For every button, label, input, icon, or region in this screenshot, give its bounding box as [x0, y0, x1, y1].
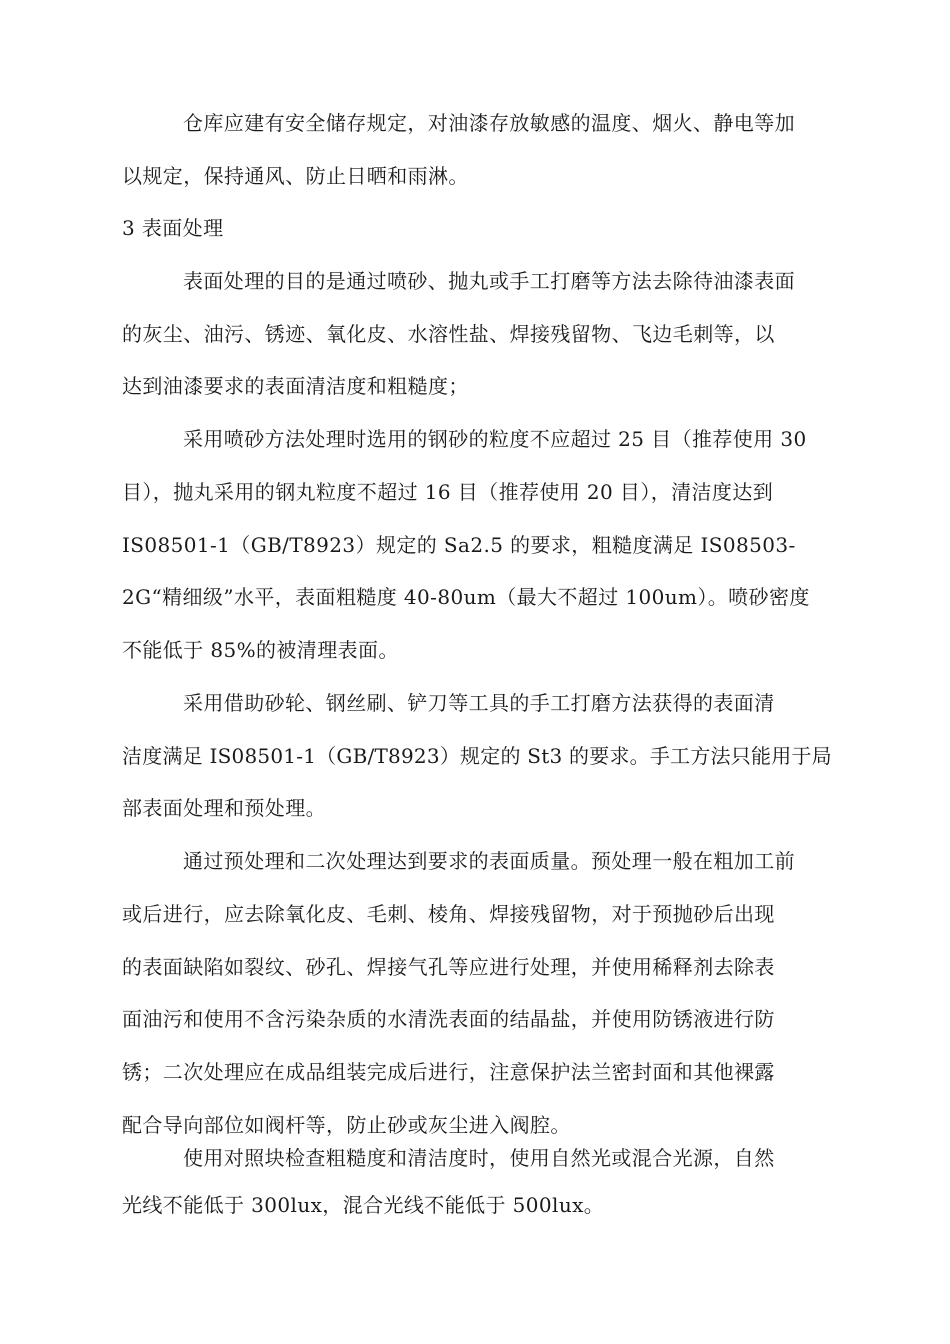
text-line: 的表面缺陷如裂纹、砂孔、焊接气孔等应进行处理，并使用稀释剂去除表	[122, 955, 775, 979]
text-line: 通过预处理和二次处理达到要求的表面质量。预处理一般在粗加工前	[183, 849, 795, 873]
text-line: IS08501-1（GB/T8923）规定的 Sa2.5 的要求，粗糙度满足 IS08503-	[122, 533, 796, 557]
text-line: 采用喷砂方法处理时选用的钢砂的粒度不应超过 25 目（推荐使用 30	[183, 427, 807, 451]
text-line: 洁度满足 IS08501-1（GB/T8923）规定的 St3 的要求。手工方法只能用于局	[122, 744, 832, 768]
text-line: 使用对照块检查粗糙度和清洁度时，使用自然光或混合光源，自然	[183, 1146, 775, 1170]
text-line: 以规定，保持通风、防止日晒和雨淋。	[122, 164, 469, 188]
text-line: 采用借助砂轮、钢丝刷、铲刀等工具的手工打磨方法获得的表面清	[183, 691, 775, 715]
text-line: 部表面处理和预处理。	[122, 796, 326, 820]
text-line: 2G“精细级”水平，表面粗糙度 40-80um（最大不超过 100um）。喷砂密度	[122, 585, 810, 609]
text-line: 不能低于 85%的被清理表面。	[122, 638, 399, 662]
text-line: 表面处理的目的是通过喷砂、抛丸或手工打磨等方法去除待油漆表面	[183, 269, 795, 293]
section-heading: 3 表面处理	[122, 216, 224, 240]
text-line: 的灰尘、油污、锈迹、氧化皮、水溶性盐、焊接残留物、飞边毛刺等，以	[122, 322, 775, 346]
text-line: 锈；二次处理应在成品组装完成后进行，注意保护法兰密封面和其他裸露	[122, 1060, 775, 1084]
text-line: 目），抛丸采用的钢丸粒度不超过 16 目（推荐使用 20 目），清洁度达到	[122, 480, 774, 504]
text-line: 或后进行，应去除氧化皮、毛刺、棱角、焊接残留物，对于预抛砂后出现	[122, 902, 775, 926]
text-line: 达到油漆要求的表面清洁度和粗糙度；	[122, 374, 469, 398]
text-line: 仓库应建有安全储存规定，对油漆存放敏感的温度、烟火、静电等加	[183, 111, 795, 135]
text-line: 光线不能低于 300lux，混合光线不能低于 500lux。	[122, 1193, 605, 1217]
text-line: 配合导向部位如阀杆等，防止砂或灰尘进入阀腔。	[122, 1113, 571, 1137]
text-line: 面油污和使用不含污染杂质的水清洗表面的结晶盐，并使用防锈液进行防	[122, 1007, 775, 1031]
